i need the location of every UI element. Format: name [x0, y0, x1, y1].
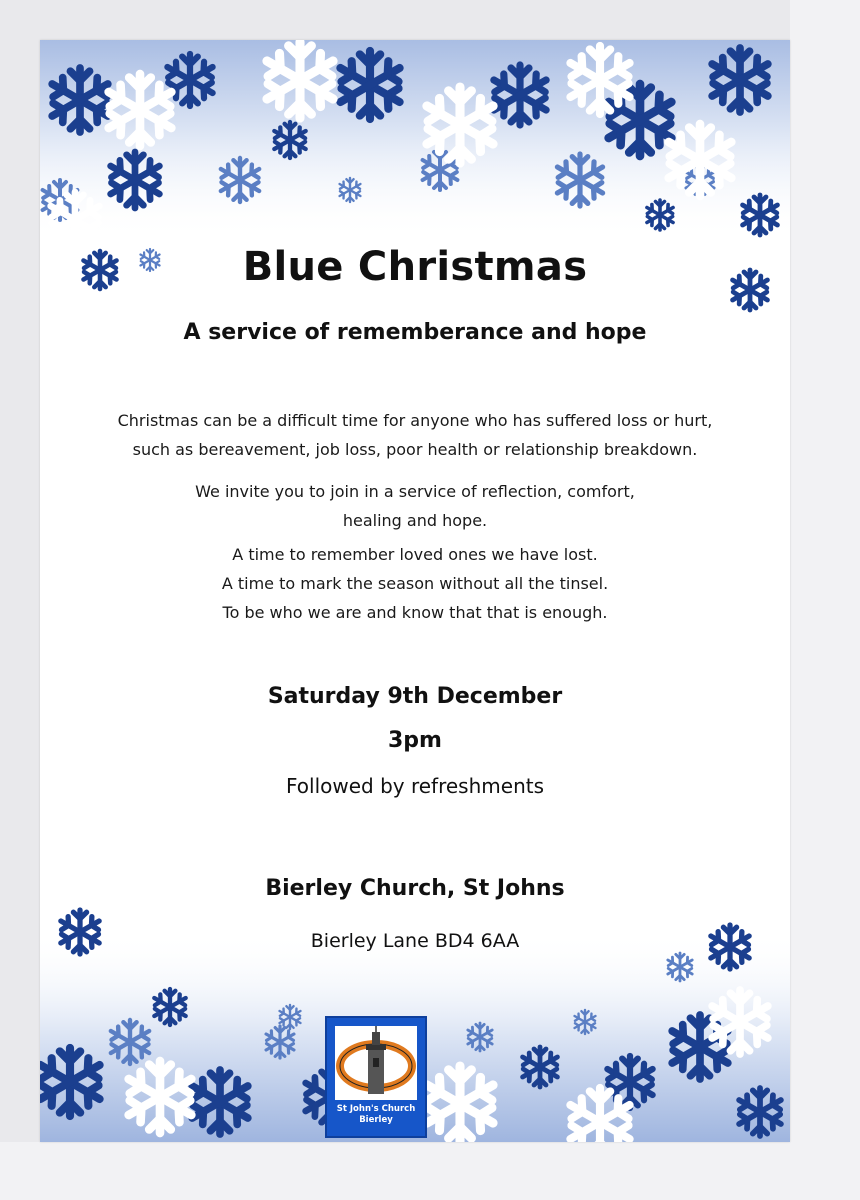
church-logo: [325, 1016, 427, 1138]
logo-line: St John's Church: [336, 1104, 416, 1114]
logo-line: Bierley: [359, 1115, 393, 1125]
event-venue: Bierley Church, St Johns: [265, 876, 565, 901]
intro-line: such as bereavement, job loss, poor health or relationship breakdown.: [132, 440, 698, 459]
remember-line: A time to remember loved ones we have lost.: [232, 545, 598, 564]
invite-line: We invite you to join in a service of reflection, comfort,: [195, 482, 635, 501]
viewer-background-bottom: [0, 1142, 860, 1200]
remember-paragraph: [40, 540, 790, 627]
flyer-page: [40, 40, 790, 1142]
event-address: Bierley Lane BD4 6AA: [310, 930, 520, 952]
event-time: 3pm: [388, 728, 442, 753]
remember-line: To be who we are and know that that is enough.: [222, 603, 608, 622]
church-tower-icon: [335, 1026, 417, 1100]
flyer-content: [40, 40, 790, 1142]
invite-paragraph: [40, 477, 790, 535]
event-date: Saturday 9th December: [267, 684, 563, 709]
flyer-subtitle: A service of rememberance and hope: [183, 320, 647, 345]
logo-caption: [327, 1104, 425, 1126]
flyer-title: Blue Christmas: [242, 244, 588, 290]
intro-line: Christmas can be a difficult time for anyone who has suffered loss or hurt,: [117, 411, 713, 430]
logo-emblem: [335, 1026, 417, 1100]
refreshments-note: Followed by refreshments: [285, 774, 545, 798]
remember-line: A time to mark the season without all the tinsel.: [221, 574, 609, 593]
invite-line: healing and hope.: [342, 511, 488, 530]
viewer-background-right: [790, 0, 860, 1200]
intro-paragraph: [40, 406, 790, 464]
